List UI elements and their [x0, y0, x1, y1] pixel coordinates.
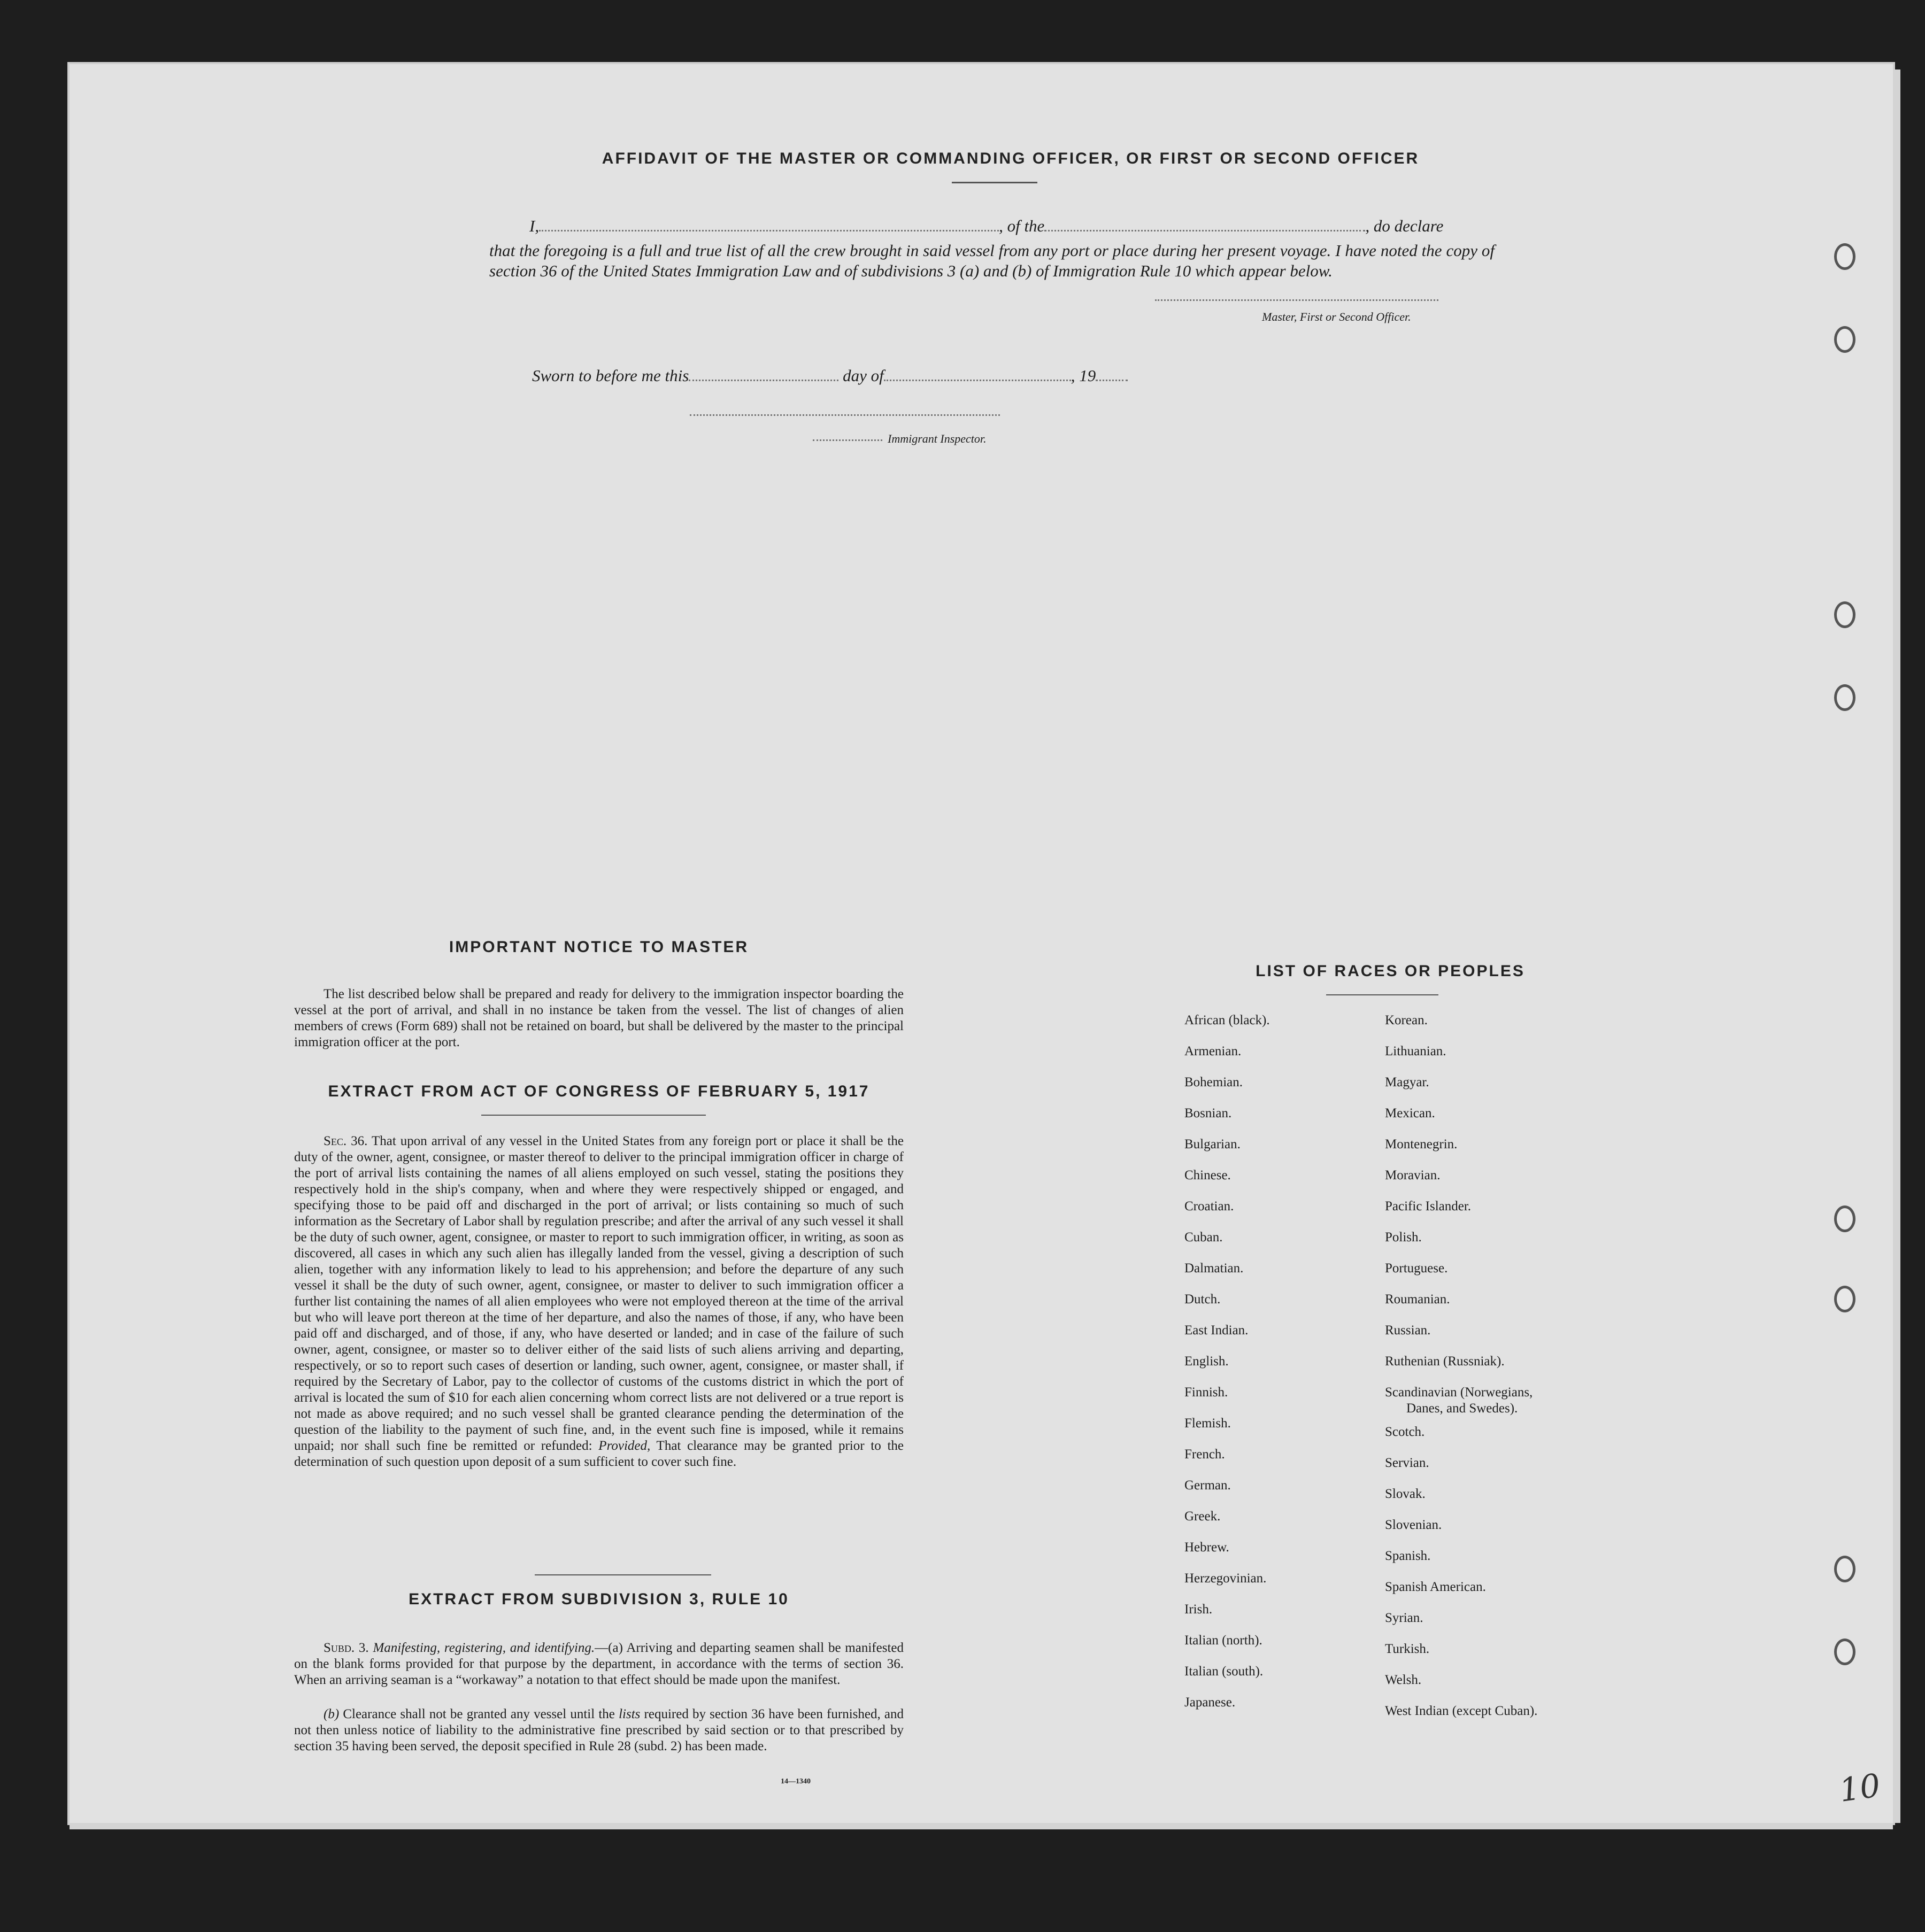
race-item: Cuban. [1184, 1230, 1223, 1245]
name-blank[interactable] [539, 230, 999, 231]
binder-hole [1834, 326, 1855, 353]
affidavit-body: that the foregoing is a full and true list of all the crew brought in said vessel from any port or place during her present voyage. I have noted the copy of section 36 of the United States Immigration Law and of subdivisions 3 (a) and (b) of Immigration Rule 10 which appear below. [489, 241, 1495, 280]
race-item-continuation: Danes, and Swedes). [1406, 1401, 1518, 1416]
year-label: , 19 [1071, 366, 1096, 385]
month-blank[interactable] [884, 380, 1071, 381]
sworn-line [532, 366, 1128, 385]
rule10-subd-a [294, 1640, 904, 1688]
notice-text: The list described below shall be prepared and ready for delivery to the immigration inspector boarding the vessel at the port of arrival, and shall in no instance be taken from the vessel. The list of changes of alien members of crews (Form 689) shall not be retained on board, but shall be delivered by the master to the principal immigration officer at the port. [294, 987, 904, 1049]
races-column-2 [1385, 1005, 1537, 1727]
affidavit-title: AFFIDAVIT OF THE MASTER OR COMMANDING OFFICER, OR FIRST OR SECOND OFFICER [602, 150, 1420, 167]
binder-hole [1834, 601, 1855, 628]
races-title: LIST OF RACES OR PEOPLES [1256, 962, 1525, 980]
race-item: Mexican. [1385, 1106, 1435, 1120]
binder-hole [1834, 684, 1855, 711]
divider [535, 1574, 711, 1575]
rule10-title: EXTRACT FROM SUBDIVISION 3, RULE 10 [409, 1590, 789, 1608]
vessel-blank[interactable] [1044, 230, 1365, 231]
race-item: Scotch. [1385, 1425, 1425, 1439]
race-item: Irish. [1184, 1602, 1213, 1617]
race-item: Dutch. [1184, 1292, 1221, 1307]
b-text-2: required by section 36 have been furnished, and not then unless notice of liability to the administrative fine prescribed by said section or to that prescribed by section 35 having been served, the deposit specified in Rule 28 (subd. 2) has been made. [294, 1707, 904, 1753]
race-item: Spanish American. [1385, 1580, 1486, 1594]
binder-hole [1834, 1286, 1855, 1312]
race-item: Servian. [1385, 1456, 1429, 1470]
race-item: Spanish. [1385, 1549, 1431, 1563]
race-item: German. [1184, 1478, 1231, 1493]
binder-hole [1834, 1205, 1855, 1232]
race-item: Italian (south). [1184, 1664, 1264, 1679]
race-item: Bulgarian. [1184, 1137, 1241, 1152]
sec-label: Sec. 36. [324, 1134, 368, 1148]
race-item: African (black). [1184, 1013, 1270, 1027]
race-item: Montenegrin. [1385, 1137, 1458, 1152]
page-edge-right [1893, 69, 1900, 1823]
inspector-caption: Immigrant Inspector. [888, 432, 987, 445]
binder-hole [1834, 1556, 1855, 1582]
affidavit-do-declare: , do declare [1365, 217, 1444, 235]
race-item: Syrian. [1385, 1611, 1423, 1625]
race-item: Magyar. [1385, 1075, 1429, 1089]
race-item: Hebrew. [1184, 1540, 1229, 1555]
races-column-1 [1184, 1005, 1270, 1718]
a-label: —(a) [595, 1641, 623, 1655]
b-lists: lists [619, 1707, 641, 1721]
affidavit-of-the: , of the [999, 217, 1045, 235]
race-item: Korean. [1385, 1013, 1428, 1027]
race-item: Welsh. [1385, 1673, 1422, 1687]
race-item: Ruthenian (Russniak). [1385, 1354, 1505, 1369]
race-item: Bohemian. [1184, 1075, 1243, 1089]
race-item: Chinese. [1184, 1168, 1231, 1183]
page-edge [70, 1823, 1893, 1829]
a-text: Arriving and departing seamen shall be manifested on the blank forms provided for that purpose by the department, in accordance with the terms of section 36. When an arriving seaman is a “workaway” a notation to that effect should be made upon the manifest. [294, 1641, 904, 1687]
year-blank[interactable] [1096, 380, 1128, 381]
b-text-1: Clearance shall not be granted any vessel until the [343, 1707, 615, 1721]
race-item: Croatian. [1184, 1199, 1234, 1214]
day-of-label: day of [843, 366, 884, 385]
race-item: Italian (north). [1184, 1633, 1262, 1648]
provided-label: Provided, [598, 1439, 651, 1453]
form-number: 14—1340 [781, 1778, 811, 1786]
notice-title: IMPORTANT NOTICE TO MASTER [449, 938, 749, 956]
binder-hole [1834, 1639, 1855, 1665]
race-item: Polish. [1385, 1230, 1422, 1245]
day-blank[interactable] [689, 380, 838, 381]
race-item: Russian. [1385, 1323, 1431, 1338]
race-item: Greek. [1184, 1509, 1221, 1524]
inspector-leader-dots [813, 439, 882, 441]
race-item: Flemish. [1184, 1416, 1231, 1431]
race-item: Pacific Islander. [1385, 1199, 1472, 1214]
rule10-subd-b [294, 1706, 904, 1755]
race-item: Slovak. [1385, 1487, 1426, 1501]
officer-signature-line[interactable] [1155, 299, 1438, 301]
race-item: Scandinavian (Norwegians, [1385, 1385, 1533, 1400]
race-item: Japanese. [1184, 1695, 1236, 1710]
act-sec-36 [294, 1133, 904, 1470]
race-item: Slovenian. [1385, 1518, 1442, 1532]
race-item: Dalmatian. [1184, 1261, 1244, 1276]
act-title: EXTRACT FROM ACT OF CONGRESS OF FEBRUARY 5, 1917 [328, 1083, 870, 1100]
signature-caption: Master, First or Second Officer. [1262, 310, 1411, 323]
binder-hole [1834, 243, 1855, 270]
race-item: Bosnian. [1184, 1106, 1232, 1120]
race-item: English. [1184, 1354, 1229, 1369]
divider [952, 182, 1037, 183]
race-item: Armenian. [1184, 1044, 1242, 1058]
race-item: Portuguese. [1385, 1261, 1448, 1276]
race-item: Turkish. [1385, 1642, 1430, 1656]
affidavit-i: I, [529, 217, 540, 235]
divider [481, 1115, 706, 1116]
sec-text-end: That clearance may be granted prior to the determination of such question upon deposit of a sum sufficient to cover such fine. [294, 1439, 904, 1469]
inspector-signature-line[interactable] [690, 414, 1000, 416]
race-item: East Indian. [1184, 1323, 1249, 1338]
race-item: Finnish. [1184, 1385, 1228, 1400]
sworn-label: Sworn to before me this [532, 366, 689, 385]
b-label: (b) [324, 1707, 340, 1721]
sec-text: That upon arrival of any vessel in the United States from any foreign port or place it shall be the duty of the owner, agent, consignee, or master thereof to deliver to the principal immigration officer in charge of the port of arrival lists containing the names of all aliens employed on such vessel, stating the positions they respectively hold in the ship's company, when and where they were respectively shipped or engaged, and specifying those to be paid off and discharged in the port of arrival; or lists containing so much of such information as the Secretary of Labor shall by regulation prescribe; and after the arrival of any such vessel it shall be the duty of such owner, agent, consignee, or master to report to such immigration officer, in writing, as soon as discovered, all cases in which any such alien has illegally landed from the vessel, giving a description of such alien, together with any information likely to lead to his apprehension; and before the departure of any such vessel it shall be the duty of such owner, agent, consignee, or master to deliver to such immigration officer a further list containing the names of all alien employees who were not employed thereon at the time of the arrival but who will leave port thereon at the time of her departure, and also the names of those, if any, who have been paid off and discharged, and of those, if any, who have deserted or landed; and in case of the failure of such owner, agent, consignee, or master so to deliver either of the said lists of such aliens arriving and departing, respectively, or so to report such cases of desertion or landing, such owner, agent, consignee, or master shall, if required by the Secretary of Labor, pay to the collector of customs of the customs district in which the port of arrival is located the sum of $10 for each alien concerning whom correct lists are not delivered or a true report is not made as above required; and no such vessel shall be granted clearance pending the determination of the question of the liability to the payment of such fine, and, in the event such fine is imposed, while it remains unpaid; nor shall such fine be remitted or refunded: [294, 1134, 904, 1453]
subd-heading: Manifesting, registering, and identifying. [373, 1641, 595, 1655]
affidavit-declaration-line [529, 217, 1443, 236]
race-item: Herzegovinian. [1184, 1571, 1267, 1586]
subd-label: Subd. 3. [324, 1641, 369, 1655]
race-item: French. [1184, 1447, 1225, 1462]
divider [1326, 994, 1438, 995]
race-item: Roumanian. [1385, 1292, 1450, 1307]
race-item: Moravian. [1385, 1168, 1441, 1183]
race-item: West Indian (except Cuban). [1385, 1704, 1538, 1718]
race-item: Lithuanian. [1385, 1044, 1446, 1058]
handwritten-number: 10 [1837, 1767, 1883, 1810]
